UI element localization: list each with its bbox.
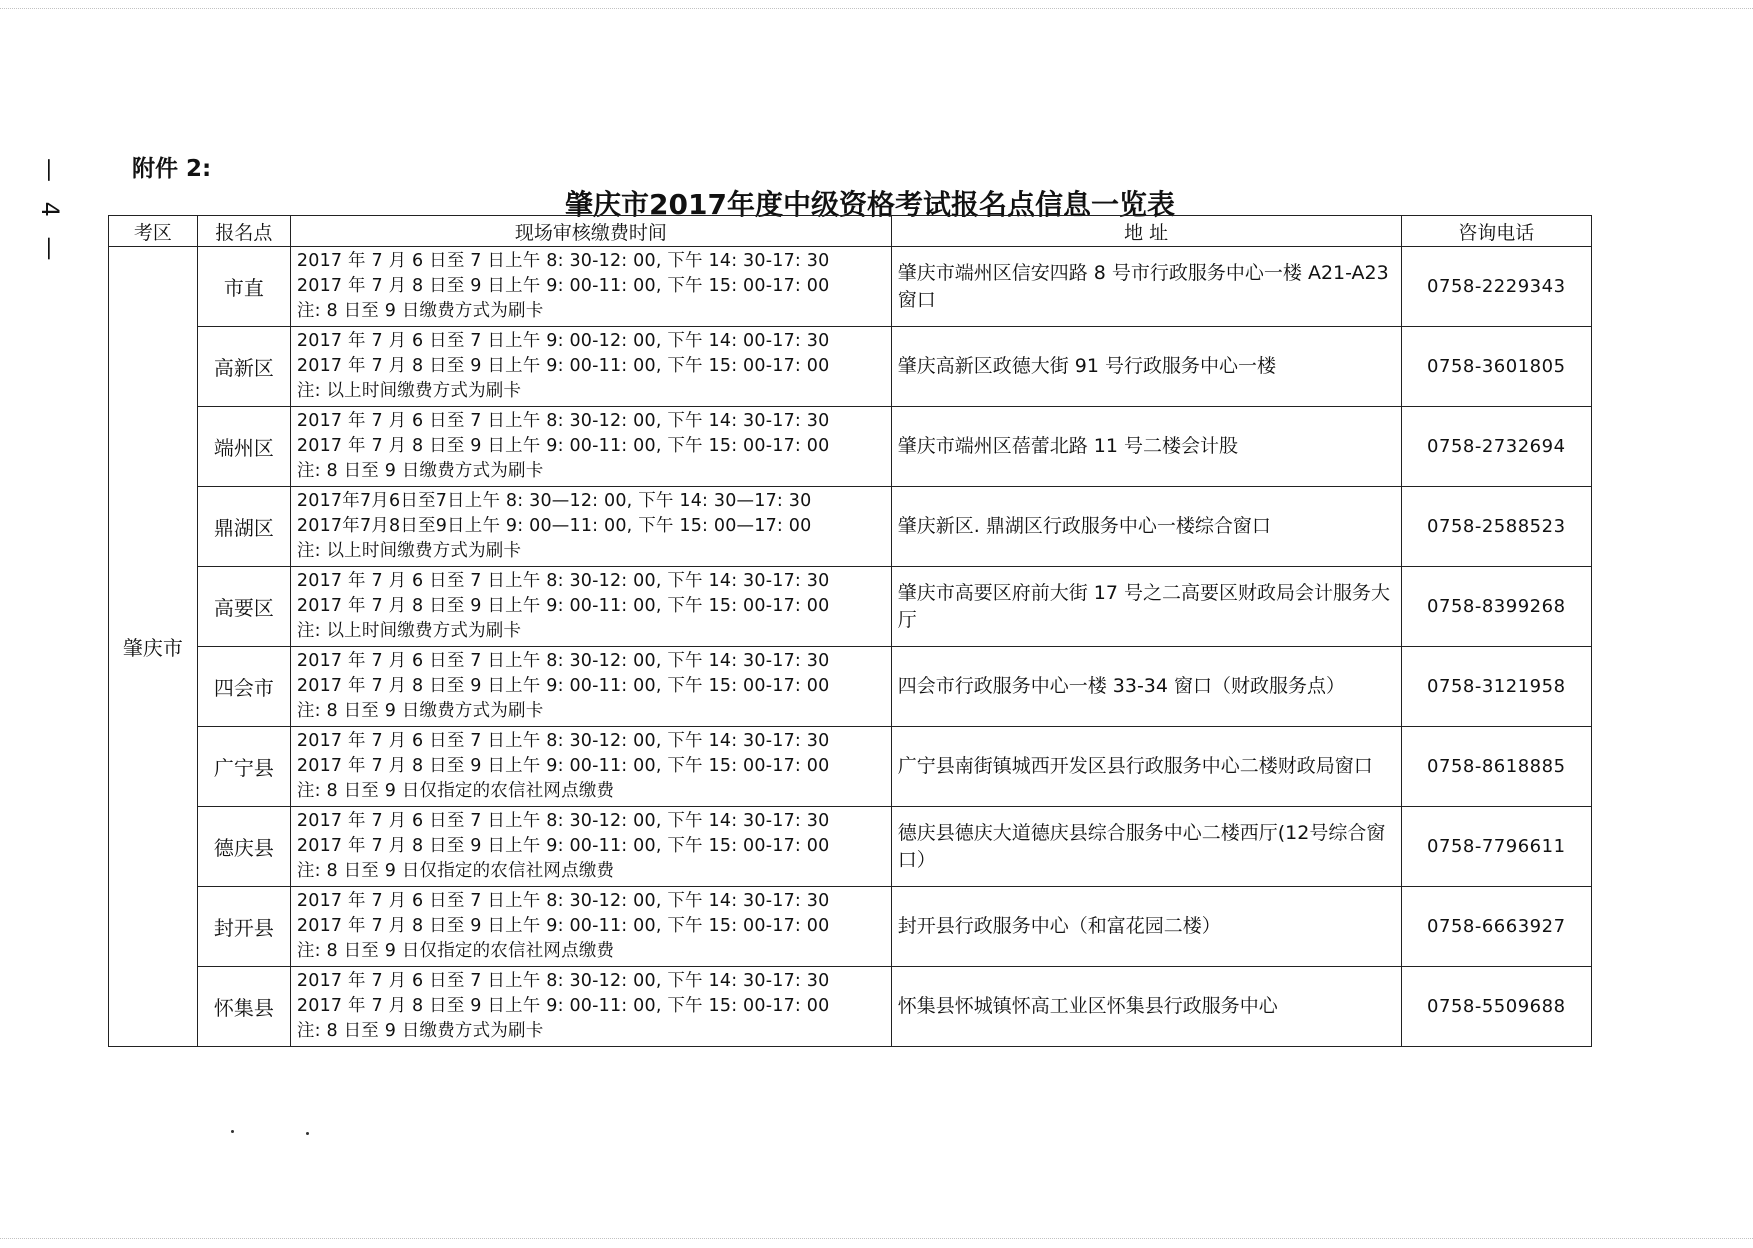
scan-speck — [231, 1130, 234, 1133]
time-cell — [290, 247, 891, 327]
header-site: 报名点 — [197, 216, 290, 247]
site-cell: 封开县 — [197, 887, 290, 967]
table-row — [109, 887, 1592, 967]
time-line: 2017 年 7 月 8 日至 9 日上午 9: 00-11: 00, 下午 15: 00-17: 00 — [296, 996, 830, 1016]
address-cell: 四会市行政服务中心一楼 33-34 窗口（财政服务点） — [891, 647, 1401, 727]
address-cell: 肇庆市端州区信安四路 8 号市行政服务中心一楼 A21-A23 窗口 — [891, 247, 1401, 327]
table-row — [109, 487, 1592, 567]
time-cell — [290, 407, 891, 487]
time-line: 2017 年 7 月 8 日至 9 日上午 9: 00-11: 00, 下午 15: 00-17: 00 — [296, 436, 830, 456]
header-time: 现场审核缴费时间 — [290, 216, 891, 247]
phone-cell: 0758-7796611 — [1401, 807, 1591, 887]
phone-cell: 0758-3601805 — [1401, 327, 1591, 407]
time-cell — [290, 807, 891, 887]
table-row — [109, 567, 1592, 647]
time-line: 2017 年 7 月 6 日至 7 日上午 8: 30-12: 00, 下午 14: 30-17: 30 — [296, 731, 830, 751]
registration-site-table — [108, 215, 1592, 1047]
address-cell: 广宁县南街镇城西开发区县行政服务中心二楼财政局窗口 — [891, 727, 1401, 807]
time-line: 2017 年 7 月 8 日至 9 日上午 9: 00-11: 00, 下午 15: 00-17: 00 — [296, 676, 830, 696]
site-cell: 市直 — [197, 247, 290, 327]
table-row — [109, 327, 1592, 407]
time-note-line: 注: 以上时间缴费方式为刷卡 — [296, 541, 522, 561]
time-line: 2017 年 7 月 6 日至 7 日上午 8: 30-12: 00, 下午 14: 30-17: 30 — [296, 971, 830, 991]
address-cell: 封开县行政服务中心（和富花园二楼） — [891, 887, 1401, 967]
header-region: 考区 — [109, 216, 198, 247]
time-cell — [290, 727, 891, 807]
table-row — [109, 247, 1592, 327]
site-cell: 鼎湖区 — [197, 487, 290, 567]
phone-cell: 0758-8399268 — [1401, 567, 1591, 647]
site-cell: 怀集县 — [197, 967, 290, 1047]
phone-cell: 0758-5509688 — [1401, 967, 1591, 1047]
table-body — [109, 247, 1592, 1047]
time-note-line: 注: 8 日至 9 日缴费方式为刷卡 — [296, 301, 544, 321]
time-cell — [290, 327, 891, 407]
time-cell — [290, 567, 891, 647]
scan-edge-bottom — [0, 1238, 1753, 1243]
site-cell: 高要区 — [197, 567, 290, 647]
time-line: 2017年7月6日至7日上午 8: 30—12: 00, 下午 14: 30—17: 30 — [296, 491, 812, 511]
scan-edge-top — [0, 8, 1753, 13]
time-line: 2017 年 7 月 8 日至 9 日上午 9: 00-11: 00, 下午 15: 00-17: 00 — [296, 836, 830, 856]
header-phone: 咨询电话 — [1401, 216, 1591, 247]
time-line: 2017 年 7 月 6 日至 7 日上午 9: 00-12: 00, 下午 14: 00-17: 30 — [296, 331, 830, 351]
time-line: 2017 年 7 月 6 日至 7 日上午 8: 30-12: 00, 下午 14: 30-17: 30 — [296, 251, 830, 271]
table-row — [109, 807, 1592, 887]
time-line: 2017 年 7 月 8 日至 9 日上午 9: 00-11: 00, 下午 15: 00-17: 00 — [296, 276, 830, 296]
region-cell: 肇庆市 — [109, 247, 198, 1047]
scan-speck — [306, 1132, 309, 1135]
address-cell: 肇庆高新区政德大街 91 号行政服务中心一楼 — [891, 327, 1401, 407]
site-cell: 端州区 — [197, 407, 290, 487]
site-cell: 广宁县 — [197, 727, 290, 807]
page-number: — 4 — — [36, 158, 64, 267]
address-cell: 德庆县德庆大道德庆县综合服务中心二楼西厅(12号综合窗口） — [891, 807, 1401, 887]
time-cell — [290, 647, 891, 727]
phone-cell: 0758-2588523 — [1401, 487, 1591, 567]
document-title: 肇庆市2017年度中级资格考试报名点信息一览表 — [565, 188, 1175, 221]
time-line: 2017 年 7 月 6 日至 7 日上午 8: 30-12: 00, 下午 14: 30-17: 30 — [296, 411, 830, 431]
time-cell — [290, 487, 891, 567]
time-note-line: 注: 8 日至 9 日仅指定的农信社网点缴费 — [296, 861, 615, 881]
table-header-row — [109, 216, 1592, 247]
table-row — [109, 967, 1592, 1047]
time-line: 2017 年 7 月 8 日至 9 日上午 9: 00-11: 00, 下午 15: 00-17: 00 — [296, 756, 830, 776]
time-line: 2017 年 7 月 8 日至 9 日上午 9: 00-11: 00, 下午 15: 00-17: 00 — [296, 596, 830, 616]
address-cell: 肇庆市高要区府前大街 17 号之二高要区财政局会计服务大厅 — [891, 567, 1401, 647]
table-row — [109, 647, 1592, 727]
time-note-line: 注: 以上时间缴费方式为刷卡 — [296, 621, 522, 641]
time-line: 2017 年 7 月 8 日至 9 日上午 9: 00-11: 00, 下午 15: 00-17: 00 — [296, 356, 830, 376]
site-cell: 德庆县 — [197, 807, 290, 887]
address-cell: 肇庆市端州区蓓蕾北路 11 号二楼会计股 — [891, 407, 1401, 487]
time-line: 2017 年 7 月 6 日至 7 日上午 8: 30-12: 00, 下午 14: 30-17: 30 — [296, 571, 830, 591]
site-cell: 高新区 — [197, 327, 290, 407]
time-cell — [290, 967, 891, 1047]
time-note-line: 注: 8 日至 9 日缴费方式为刷卡 — [296, 461, 544, 481]
attachment-label: 附件 2: — [132, 156, 212, 182]
site-cell: 四会市 — [197, 647, 290, 727]
phone-cell: 0758-6663927 — [1401, 887, 1591, 967]
time-line: 2017 年 7 月 8 日至 9 日上午 9: 00-11: 00, 下午 15: 00-17: 00 — [296, 916, 830, 936]
time-note-line: 注: 8 日至 9 日仅指定的农信社网点缴费 — [296, 781, 615, 801]
phone-cell: 0758-8618885 — [1401, 727, 1591, 807]
address-cell: 肇庆新区. 鼎湖区行政服务中心一楼综合窗口 — [891, 487, 1401, 567]
time-note-line: 注: 8 日至 9 日缴费方式为刷卡 — [296, 701, 544, 721]
time-note-line: 注: 8 日至 9 日缴费方式为刷卡 — [296, 1021, 544, 1041]
header-address: 地 址 — [891, 216, 1401, 247]
address-cell: 怀集县怀城镇怀高工业区怀集县行政服务中心 — [891, 967, 1401, 1047]
table-row — [109, 727, 1592, 807]
phone-cell: 0758-2229343 — [1401, 247, 1591, 327]
time-line: 2017 年 7 月 6 日至 7 日上午 8: 30-12: 00, 下午 14: 30-17: 30 — [296, 811, 830, 831]
time-note-line: 注: 以上时间缴费方式为刷卡 — [296, 381, 522, 401]
time-line: 2017年7月8日至9日上午 9: 00—11: 00, 下午 15: 00—17: 00 — [296, 516, 812, 536]
phone-cell: 0758-3121958 — [1401, 647, 1591, 727]
time-cell — [290, 887, 891, 967]
phone-cell: 0758-2732694 — [1401, 407, 1591, 487]
time-line: 2017 年 7 月 6 日至 7 日上午 8: 30-12: 00, 下午 14: 30-17: 30 — [296, 651, 830, 671]
table-row — [109, 407, 1592, 487]
time-note-line: 注: 8 日至 9 日仅指定的农信社网点缴费 — [296, 941, 615, 961]
time-line: 2017 年 7 月 6 日至 7 日上午 8: 30-12: 00, 下午 14: 30-17: 30 — [296, 891, 830, 911]
